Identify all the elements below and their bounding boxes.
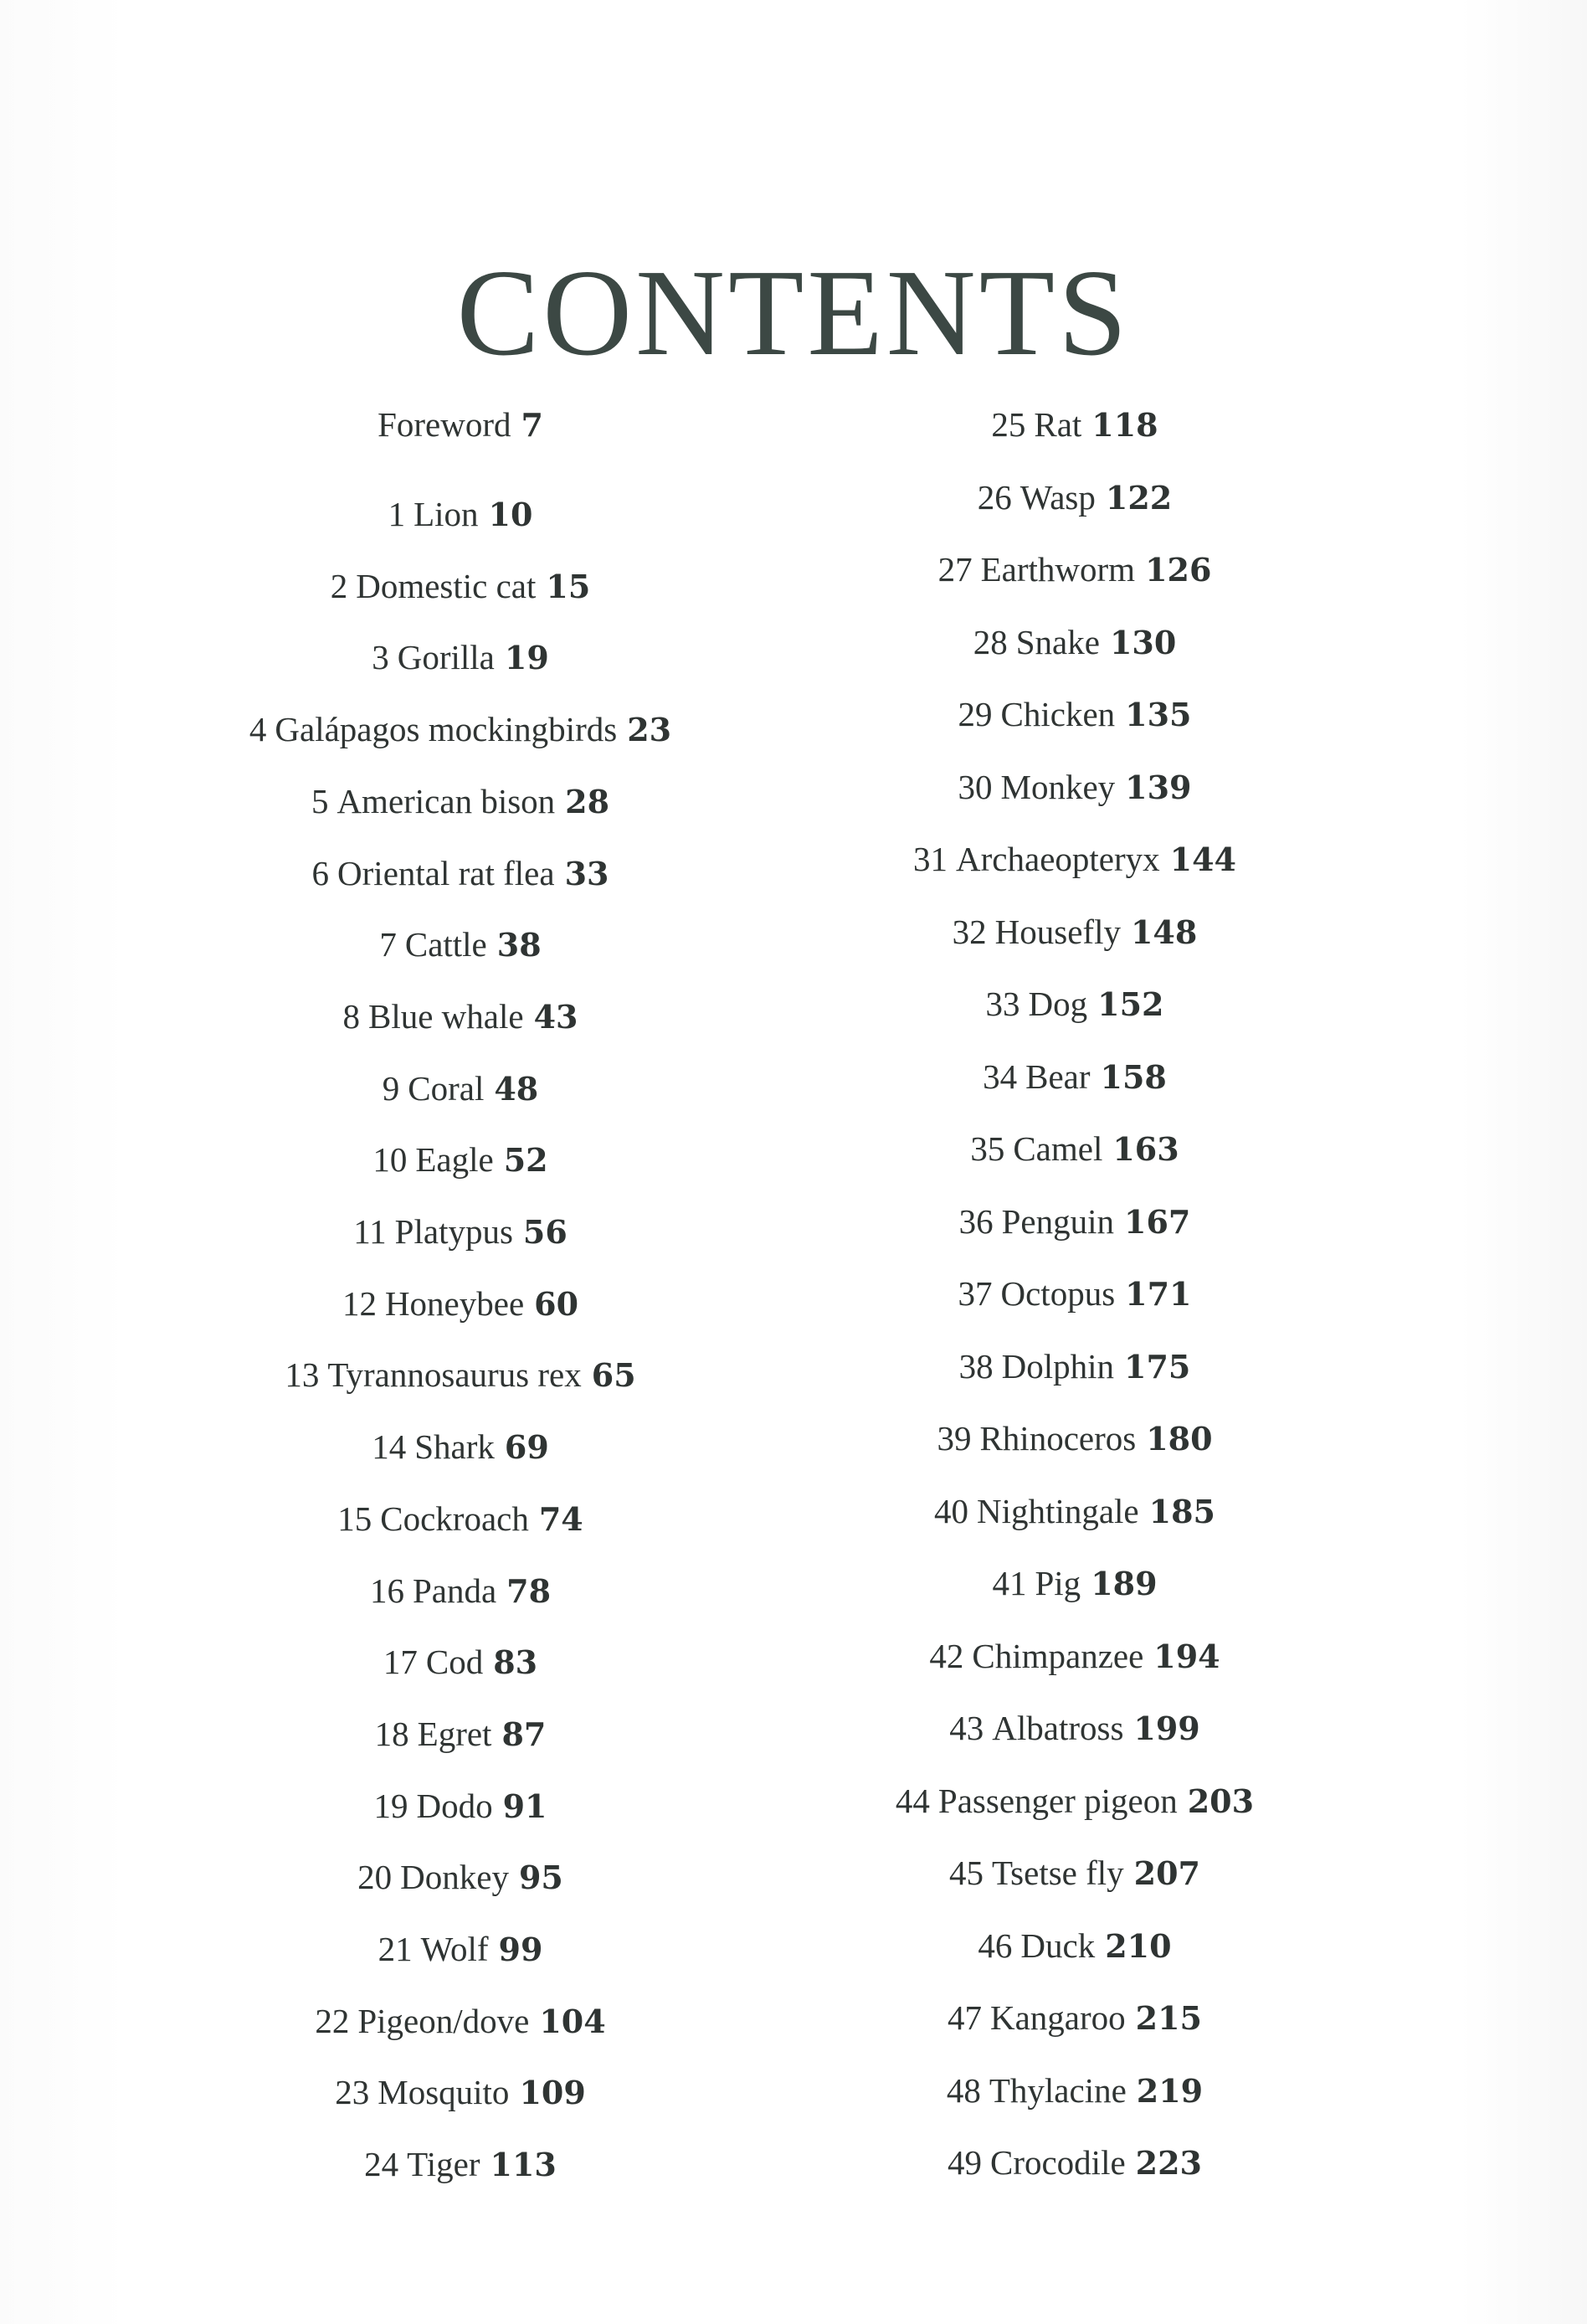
contents-entry xyxy=(117,1426,804,1468)
contents-entry xyxy=(117,1354,804,1396)
chapter-number: 47 xyxy=(948,1998,982,2037)
contents-entry xyxy=(732,1201,1418,1243)
chapter-number: 23 xyxy=(335,2073,370,2112)
chapter-number: 34 xyxy=(983,1057,1018,1096)
chapter-number: 15 xyxy=(337,1499,372,1538)
page-number: 135 xyxy=(1125,696,1192,733)
chapter-number: 31 xyxy=(913,840,948,878)
page-number: 52 xyxy=(503,1141,548,1180)
chapter-title: Tsetse fly xyxy=(991,1854,1124,1892)
contents-entry xyxy=(732,2069,1418,2112)
chapter-number: 2 xyxy=(330,566,348,605)
chapter-number: 14 xyxy=(372,1427,407,1467)
contents-entry xyxy=(732,838,1418,881)
page-number: 104 xyxy=(539,2002,606,2040)
page-number: 171 xyxy=(1125,1275,1192,1313)
page-number: 175 xyxy=(1124,1347,1191,1386)
contents-entry xyxy=(732,1562,1418,1605)
chapter-number: 30 xyxy=(958,767,993,806)
contents-entry xyxy=(732,911,1418,954)
chapter-number: 35 xyxy=(970,1129,1005,1168)
contents-entry xyxy=(732,983,1418,1026)
chapter-title: Shark xyxy=(414,1427,495,1467)
chapter-title: Coral xyxy=(408,1068,485,1108)
contents-entry xyxy=(117,565,804,608)
page-number: 60 xyxy=(534,1284,579,1323)
chapter-number: 11 xyxy=(353,1212,387,1251)
contents-entry xyxy=(117,1139,804,1181)
chapter-number: 1 xyxy=(388,495,406,533)
contents-entry xyxy=(117,708,804,751)
chapter-title: Cod xyxy=(425,1643,484,1682)
page-number: 130 xyxy=(1109,623,1177,661)
chapter-number: 20 xyxy=(357,1858,393,1897)
chapter-title: Panda xyxy=(412,1571,497,1610)
page-number: 7 xyxy=(521,406,543,444)
page-number: 203 xyxy=(1187,1782,1255,1820)
chapter-number: 17 xyxy=(383,1643,418,1682)
chapter-title: American bison xyxy=(336,781,556,820)
chapter-title: Donkey xyxy=(400,1858,509,1897)
chapter-number: 24 xyxy=(364,2145,399,2184)
page-number: 148 xyxy=(1130,913,1198,951)
page-number: 38 xyxy=(496,926,542,964)
chapter-number: 41 xyxy=(992,1564,1027,1602)
contents-entry xyxy=(117,1713,804,1756)
chapter-title: Penguin xyxy=(1001,1201,1115,1241)
page-number: 199 xyxy=(1133,1710,1200,1747)
contents-entry xyxy=(117,1067,804,1110)
page-number: 15 xyxy=(546,567,591,605)
chapter-number: 12 xyxy=(342,1283,377,1323)
page-number: 219 xyxy=(1136,2071,1204,2110)
chapter-number: 8 xyxy=(342,996,360,1036)
chapter-number: 28 xyxy=(973,622,1008,661)
chapter-number: 32 xyxy=(952,912,987,951)
page-number: 189 xyxy=(1091,1565,1158,1602)
chapter-number: 27 xyxy=(937,550,973,589)
chapter-title: Lion xyxy=(413,495,479,533)
contents-entry xyxy=(117,1856,804,1899)
chapter-title: Kangaroo xyxy=(990,1998,1126,2037)
contents-entry xyxy=(732,1925,1418,1967)
chapter-title: Cockroach xyxy=(380,1499,529,1538)
chapter-title: Thylacine xyxy=(989,2070,1127,2110)
contents-entry xyxy=(117,1928,804,1971)
contents-entry xyxy=(732,1707,1418,1750)
contents-entry xyxy=(117,852,804,895)
contents-entry xyxy=(732,766,1418,809)
page-number: 19 xyxy=(504,639,549,677)
chapter-title: Chicken xyxy=(1000,695,1116,733)
chapter-number: 9 xyxy=(382,1068,400,1108)
page-number: 23 xyxy=(627,711,672,749)
contents-entry xyxy=(117,404,804,446)
contents-entry xyxy=(117,636,804,679)
chapter-number: 5 xyxy=(311,781,329,820)
contents-entry xyxy=(732,1852,1418,1895)
chapter-title: Oriental rat flea xyxy=(337,853,555,892)
chapter-title: Platypus xyxy=(394,1212,513,1251)
page-number: 65 xyxy=(591,1356,636,1395)
chapter-title: Albatross xyxy=(992,1709,1124,1747)
page-number: 74 xyxy=(538,1499,583,1538)
page-number: 33 xyxy=(564,854,609,892)
chapter-number: 10 xyxy=(372,1140,408,1180)
page-number: 126 xyxy=(1145,551,1212,589)
chapter-number: 26 xyxy=(977,477,1012,517)
page-number: 83 xyxy=(493,1643,538,1682)
contents-entry xyxy=(117,2000,804,2043)
page-number: 113 xyxy=(490,2146,557,2184)
contents-entry xyxy=(732,404,1418,446)
page-number: 185 xyxy=(1148,1492,1215,1530)
chapter-title: Mosquito xyxy=(377,2073,510,2112)
chapter-title: Honeybee xyxy=(384,1283,525,1323)
page-number: 139 xyxy=(1125,768,1192,806)
chapter-title: Chimpanzee xyxy=(972,1636,1144,1675)
chapter-number: 6 xyxy=(311,853,330,892)
chapter-number: 48 xyxy=(946,2070,981,2110)
contents-entry xyxy=(117,1498,804,1540)
page-title: CONTENTS xyxy=(456,244,1131,383)
chapter-number: 19 xyxy=(373,1786,408,1825)
chapter-title: Domestic cat xyxy=(356,566,537,605)
contents-entry xyxy=(732,1056,1418,1098)
contents-entry xyxy=(732,1345,1418,1388)
contents-entry xyxy=(732,476,1418,519)
chapter-number: 49 xyxy=(947,2143,982,2182)
chapter-title: Cattle xyxy=(404,925,487,964)
page-number: 91 xyxy=(502,1787,547,1825)
contents-entry xyxy=(732,1417,1418,1460)
chapter-title: Wasp xyxy=(1019,477,1096,517)
page-number: 99 xyxy=(498,1931,543,1968)
chapter-number: 33 xyxy=(985,985,1020,1023)
chapter-number: 21 xyxy=(377,1930,413,1968)
chapter-title: Crocodile xyxy=(989,2143,1126,2182)
chapter-number: 44 xyxy=(895,1781,930,1820)
page-number: 118 xyxy=(1091,406,1158,444)
page-number: 109 xyxy=(519,2074,586,2112)
contents-entry xyxy=(117,780,804,823)
page-number: 144 xyxy=(1169,841,1236,878)
chapter-title: Foreword xyxy=(377,405,511,444)
page-number: 10 xyxy=(488,496,533,533)
chapter-number: 37 xyxy=(958,1274,993,1313)
chapter-title: Monkey xyxy=(1000,767,1116,806)
chapter-title: Tyrannosaurus rex xyxy=(327,1355,582,1395)
contents-entry xyxy=(117,2143,804,2186)
chapter-number: 18 xyxy=(374,1714,409,1753)
chapter-title: Pig xyxy=(1035,1564,1081,1602)
contents-entry xyxy=(732,621,1418,664)
contents-entry xyxy=(732,1780,1418,1823)
chapter-number: 42 xyxy=(929,1636,964,1675)
contents-entry xyxy=(732,1128,1418,1170)
contents-entry xyxy=(732,1635,1418,1678)
chapter-title: Wolf xyxy=(420,1930,489,1968)
chapter-title: Nightingale xyxy=(977,1491,1139,1530)
contents-entry xyxy=(117,1283,804,1325)
chapter-number: 4 xyxy=(249,710,267,749)
contents-entry xyxy=(117,1641,804,1684)
chapter-title: Gorilla xyxy=(397,638,495,677)
chapter-number: 29 xyxy=(958,695,993,733)
chapter-title: Bear xyxy=(1025,1057,1091,1096)
chapter-title: Snake xyxy=(1015,622,1100,661)
contents-entry xyxy=(117,1570,804,1612)
contents-entry xyxy=(732,1997,1418,2039)
chapter-number: 46 xyxy=(978,1926,1013,1965)
chapter-title: Dodo xyxy=(416,1786,493,1825)
chapter-number: 22 xyxy=(315,2001,350,2040)
chapter-title: Dog xyxy=(1028,985,1088,1023)
page-number: 69 xyxy=(504,1428,549,1467)
chapter-title: Tiger xyxy=(407,2145,480,2184)
page-number: 194 xyxy=(1153,1637,1220,1675)
page-number: 122 xyxy=(1105,478,1173,517)
chapter-number: 43 xyxy=(949,1709,984,1747)
page-number: 210 xyxy=(1105,1926,1172,1965)
page-number: 87 xyxy=(501,1715,547,1753)
page-number: 43 xyxy=(533,997,578,1036)
chapter-title: Rat xyxy=(1034,405,1082,444)
chapter-number: 7 xyxy=(379,925,397,964)
chapter-number: 16 xyxy=(369,1571,404,1610)
chapter-title: Egret xyxy=(417,1714,492,1753)
chapter-number: 36 xyxy=(958,1201,994,1241)
chapter-title: Octopus xyxy=(1000,1274,1116,1313)
chapter-number: 25 xyxy=(991,405,1026,444)
page-number: 95 xyxy=(518,1859,563,1897)
page-number: 207 xyxy=(1133,1854,1200,1892)
page-number: 78 xyxy=(506,1571,552,1610)
contents-entry xyxy=(732,548,1418,591)
page-number: 158 xyxy=(1100,1057,1167,1096)
contents-entry xyxy=(732,1273,1418,1315)
page-number: 56 xyxy=(522,1213,568,1251)
page-number: 223 xyxy=(1135,2144,1202,2182)
chapter-title: Dolphin xyxy=(1001,1346,1115,1386)
contents-entry xyxy=(117,995,804,1038)
chapter-title: Duck xyxy=(1020,1926,1096,1965)
chapter-number: 3 xyxy=(372,638,389,677)
chapter-title: Blue whale xyxy=(368,996,524,1036)
chapter-title: Rhinoceros xyxy=(979,1419,1137,1458)
contents-entry xyxy=(117,2071,804,2114)
chapter-title: Housefly xyxy=(994,912,1121,951)
page-number: 28 xyxy=(565,782,610,820)
page-number: 167 xyxy=(1124,1202,1191,1241)
chapter-number: 38 xyxy=(958,1346,994,1386)
contents-entry xyxy=(732,2141,1418,2184)
page-number: 215 xyxy=(1135,1999,1202,2037)
chapter-title: Camel xyxy=(1013,1129,1103,1168)
chapter-title: Eagle xyxy=(415,1140,494,1180)
chapter-title: Pigeon/dove xyxy=(357,2001,530,2040)
chapter-title: Archaeopteryx xyxy=(956,840,1160,878)
chapter-title: Passenger pigeon xyxy=(937,1781,1178,1820)
page-number: 180 xyxy=(1146,1420,1213,1458)
page-number: 163 xyxy=(1112,1130,1179,1168)
chapter-number: 13 xyxy=(285,1355,320,1395)
chapter-number: 39 xyxy=(937,1419,972,1458)
page-number: 48 xyxy=(494,1069,539,1108)
contents-entry xyxy=(117,1211,804,1253)
chapter-title: Galápagos mockingbirds xyxy=(275,710,618,749)
chapter-title: Earthworm xyxy=(980,550,1136,589)
contents-entry xyxy=(117,923,804,966)
contents-entry xyxy=(117,493,804,536)
contents-entry xyxy=(732,693,1418,736)
contents-entry xyxy=(732,1490,1418,1533)
chapter-number: 40 xyxy=(934,1491,969,1530)
chapter-number: 45 xyxy=(948,1854,984,1892)
contents-entry xyxy=(117,1785,804,1828)
page-number: 152 xyxy=(1097,985,1164,1023)
